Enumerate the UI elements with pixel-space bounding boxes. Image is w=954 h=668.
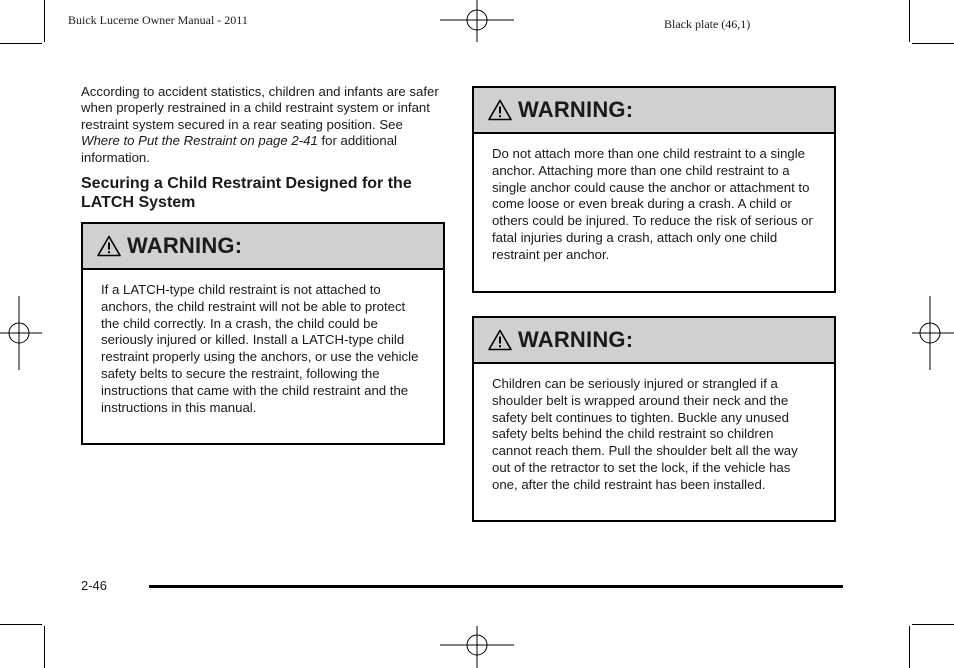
page-number: 2-46 <box>81 578 108 593</box>
crop-mark <box>909 0 910 42</box>
warning-triangle-icon <box>488 329 512 351</box>
crop-mark <box>909 626 910 668</box>
crop-mark <box>44 0 45 42</box>
section-heading: Securing a Child Restraint Designed for the LATCH System <box>81 175 412 211</box>
registration-mark-icon <box>912 296 954 370</box>
warning-text: Children can be seriously injured or strangled if a shoulder belt is wrapped around their neck and the safety belt continues to tighten. Buckle any unused safety belts behind the child restraint so children cannot reach them. Pull the shoulder belt all the way out of the retractor to set the lock, if the vehicle has one, after the child restraint has been installed. <box>492 376 798 492</box>
warning-title: WARNING: <box>127 233 243 258</box>
warning-text: If a LATCH-type child restraint is not attached to anchors, the child restraint will not be able to protect the child correctly. In a crash, the child could be seriously injured or killed. Install a LATCH-type child restraint properly using the anchors, or use the vehicle safety belts to secure the restraint, following the instructions that came with the child restraint and the instructions in this manual. <box>101 282 419 415</box>
manual-title: Buick Lucerne Owner Manual - 2011 <box>68 13 248 27</box>
warning-title: WARNING: <box>518 327 634 352</box>
intro-paragraph <box>81 84 441 166</box>
intro-text: According to accident statistics, children and infants are safer when properly restrained in a child restraint system or infant restraint system secured in a rear seating position. See <box>81 84 439 132</box>
cross-reference-link[interactable]: Where to Put the Restraint on page 2-41 <box>81 133 318 149</box>
crop-mark <box>44 626 45 668</box>
plate-label: Black plate (46,1) <box>664 17 751 31</box>
crop-mark <box>912 624 954 625</box>
intro-text-end: for additional information. <box>81 133 397 165</box>
crop-mark <box>0 43 42 44</box>
warning-box-shoulder-belt <box>472 316 836 522</box>
warning-title: WARNING: <box>518 97 634 122</box>
warning-header <box>474 318 834 364</box>
crop-mark <box>0 624 42 625</box>
warning-text: Do not attach more than one child restraint to a single anchor. Attaching more than one child restraint to a single anchor could cause the anchor or attachment to come loose or even break during a crash. A child or others could be injured. To reduce the risk of serious or fatal injuries during a crash, attach only one child restraint per anchor. <box>492 146 813 262</box>
warning-triangle-icon <box>97 235 121 257</box>
warning-triangle-icon <box>488 99 512 121</box>
warning-header <box>83 224 443 270</box>
registration-mark-icon <box>0 296 42 370</box>
warning-box-latch <box>81 222 445 445</box>
footer-rule <box>149 585 843 588</box>
registration-mark-icon <box>440 624 514 668</box>
registration-mark-icon <box>440 0 514 44</box>
crop-mark <box>912 43 954 44</box>
warning-box-single-anchor <box>472 86 836 293</box>
warning-header <box>474 88 834 134</box>
